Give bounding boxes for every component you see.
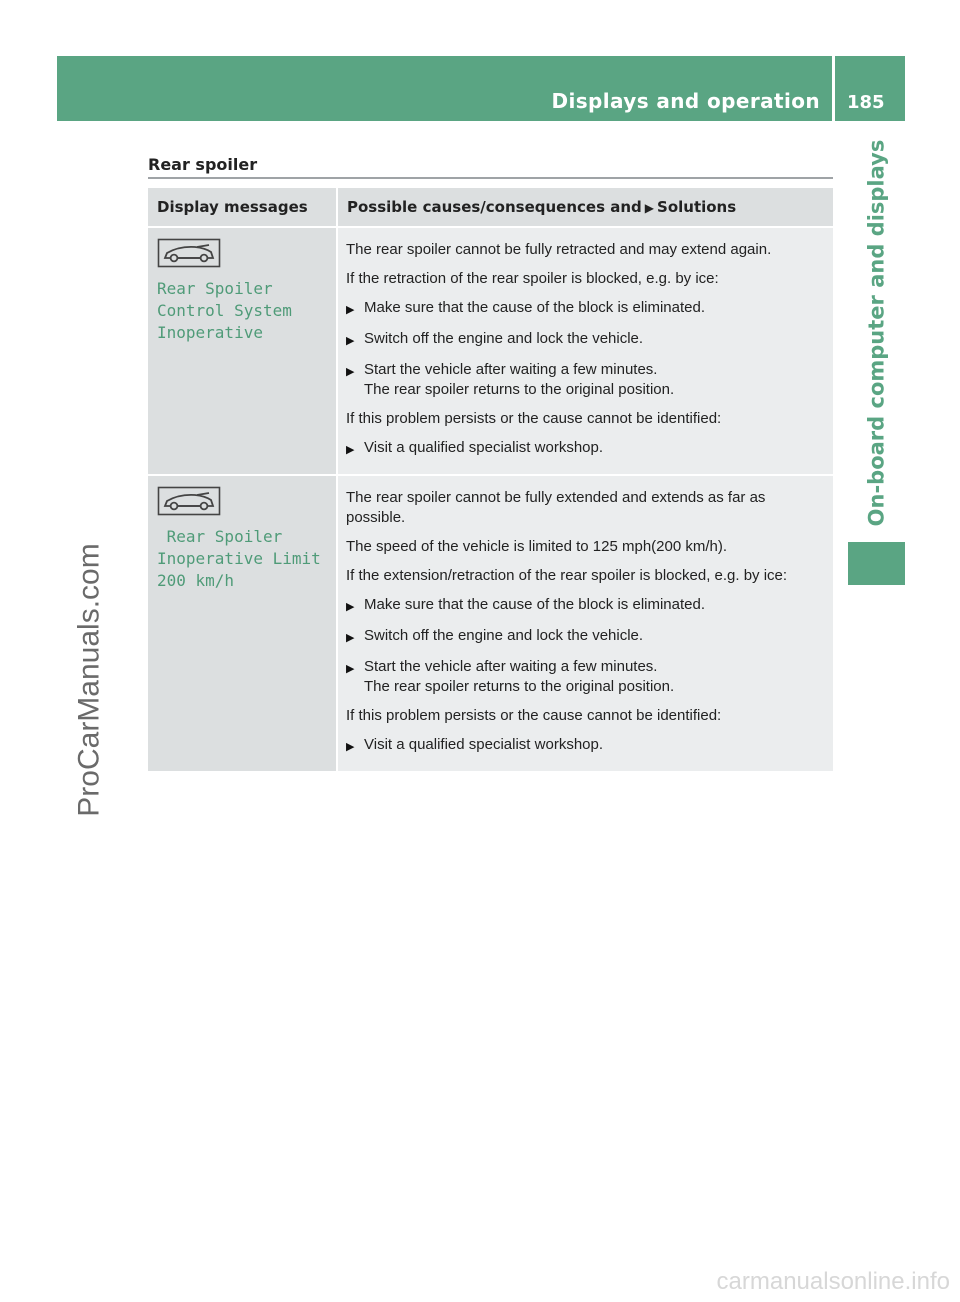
col-header-causes: Possible causes/consequences and <box>347 198 642 216</box>
display-message-cell <box>148 475 337 771</box>
section-rule <box>148 177 833 179</box>
solution-step: ▶ Visit a qualified specialist workshop. <box>346 438 823 460</box>
display-message-cell <box>148 227 337 475</box>
watermark-left: ProCarManuals.com <box>73 543 106 817</box>
cause-text: If this problem persists or the cause cannot be identified: <box>346 410 722 427</box>
table-row <box>148 227 833 475</box>
solution-step: ▶ Start the vehicle after waiting a few minutes. The rear spoiler returns to the original position. <box>346 658 675 695</box>
display-text: Rear Spoiler Control System Inoperative <box>157 279 292 342</box>
table-header-row <box>148 188 833 227</box>
arrow-right-icon: ▶ <box>346 366 355 378</box>
side-tab-marker <box>848 542 905 585</box>
watermark-left-wrap <box>60 480 120 880</box>
solution-step: ▶ Switch off the engine and lock the vehicle. <box>346 626 823 648</box>
arrow-right-icon: ▶ <box>346 601 355 613</box>
section-title: Rear spoiler <box>148 155 258 174</box>
cause-text: The rear spoiler cannot be fully extended and extends as far as possible. <box>346 489 766 526</box>
solution-step: ▶ Switch off the engine and lock the vehicle. <box>346 329 823 351</box>
rear-spoiler-car-icon <box>157 238 221 268</box>
page-number: 185 <box>847 92 885 113</box>
col-header-solutions-label: Solutions <box>657 198 737 216</box>
solution-cell <box>337 227 833 475</box>
arrow-right-icon: ▶ <box>346 663 355 675</box>
col-header-display-messages: Display messages <box>148 188 337 227</box>
solution-cell <box>337 475 833 771</box>
rear-spoiler-car-icon <box>157 486 221 516</box>
solution-step: ▶ Start the vehicle after waiting a few minutes. The rear spoiler returns to the original position. <box>346 361 675 398</box>
display-text: Rear Spoiler Inoperative Limit 200 km/h <box>157 527 321 590</box>
arrow-right-icon: ▶ <box>644 201 655 215</box>
arrow-right-icon: ▶ <box>346 304 355 316</box>
cause-text: If the retraction of the rear spoiler is blocked, e.g. by ice: <box>346 270 719 287</box>
header-section-title: Displays and operation <box>551 89 820 113</box>
cause-text: If the extension/retraction of the rear spoiler is blocked, e.g. by ice: <box>346 567 788 584</box>
arrow-right-icon: ▶ <box>346 632 355 644</box>
cause-text: The rear spoiler cannot be fully retracted and may extend again. <box>346 241 772 258</box>
col-header-solutions <box>337 188 833 227</box>
table-row <box>148 475 833 771</box>
watermark-bottom: carmanualsonline.info <box>716 1268 950 1295</box>
side-tab-label-wrap <box>848 124 905 542</box>
page-header <box>57 56 905 121</box>
solution-step: ▶ Make sure that the cause of the block is eliminated. <box>346 298 823 320</box>
solution-step: ▶ Make sure that the cause of the block is eliminated. <box>346 595 823 617</box>
cause-text: The speed of the vehicle is limited to 125 mph(200 km/h). <box>346 538 728 555</box>
arrow-right-icon: ▶ <box>346 444 355 456</box>
side-tab-label: On-board computer and displays <box>864 139 889 527</box>
arrow-right-icon: ▶ <box>346 741 355 753</box>
cause-text: If this problem persists or the cause cannot be identified: <box>346 707 722 724</box>
solution-step: ▶ Visit a qualified specialist workshop. <box>346 735 823 757</box>
display-messages-table <box>148 188 833 771</box>
arrow-right-icon: ▶ <box>346 335 355 347</box>
